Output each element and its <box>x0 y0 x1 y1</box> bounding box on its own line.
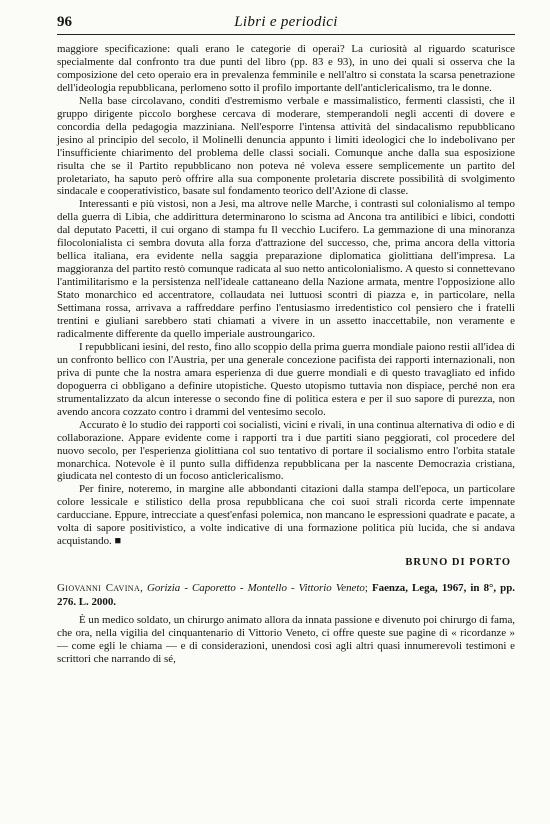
paragraph-colonialism: Interessanti e più vistosi, non a Jesi, ma altrove nelle Marche, i contrasti sul colonialismo al tempo della guerra di Libia, che addirittura determinarono lo scisma ad Ancona tra antilibici e libici, condotti dal deputato Pacetti, il cui organo di stampa fu Il vecchio Lucifero. La gemmazione di una minoranza filocolonialista ci sembra dovuta alla forza d'attrazione del successo, che, prima ancora della vittoria bellica italiana, era evidente nella saggia preparazione diplomatica giolittiana dell'impresa. La maggioranza del partito restò comunque radicata al suo netto anticolonialismo. A questo si connettevano l'antimilitarismo e la persistenza nell'ideale cattaneano della Nazione armata, mentre l'opposizione allo Stato monarchico ed accentratore, collaudata nei luttuosi scontri di piazza e, in particolare, nella Settimana rossa, arrivava a raffreddare perfino l'entusiasmo irredentistico col pensiero che i fratelli trentini e giuliani sarebbero stati chiamati a vivere in un assetto inaccettabile, non veramente e radicalmente differente da quello imperiale austroungarico. <box>57 198 515 340</box>
book-page <box>57 14 515 666</box>
paragraph-conclusion: Per finire, noteremo, in margine alle abbondanti citazioni dalla stampa dell'epoca, un particolare colore lessicale e stilistico della prosa repubblicana che coi suoi strali ricorda certe impennate carducciane. Eppure, intrecciate a quest'enfasi polemica, non mancano le espressioni quadrate e pacate, a volta di sapore positivistico, a volte indicative di una formazione politica più lucida, che si andava acquistando. ■ <box>57 483 515 548</box>
paragraph-class-tensions: Nella base circolavano, conditi d'estremismo verbale e massimalistico, fermenti classisti, che il gruppo dirigente piccolo borghese cercava di moderare, stemperandoli negli accenti di dovere e concordia della pedagogia mazziniana. Nell'esporre l'intensa attività del sindacalismo repubblicano jesino al principio del secolo, il Molinelli denuncia appunto i limiti ideologici che lo indebolivano per l'insufficiente chiarimento del problema delle classi sociali. Comunque anche dalla sua esposizione risulta che se il Partito repubblicano non poteva né voleva essere semplicemente un partito del proletariato, ha saputo però offrire alla sua componente proletaria discrete possibilità di svolgimento sindacale e cooperativistico, basate sul fondamento teorico dell'Azione di classe. <box>57 94 515 198</box>
page-header <box>57 14 515 32</box>
running-title: Libri e periodici <box>234 14 338 30</box>
page-number: 96 <box>57 14 72 30</box>
review-publication: Faenza, Lega, 1967, in 8°, pp. 276. L. 2000. <box>57 582 516 608</box>
reviewer-signature: BRUNO DI PORTO <box>405 557 511 569</box>
paragraph-continuation: maggiore specificazione: quali erano le categorie di operai? La curiosità al riguardo scaturisce specialmente dal confronto tra due punti del libro (pp. 83 e 93), in uno dei quali si osserva che la composizione del ceto operaio era in prevalenza femminile e nell'altro si constata la scarsa penetrazione dell'ideologia repubblicana, perlomeno sotto il profilo importante dell'anticlericalismo, tra le donne. <box>57 43 515 94</box>
review-title: Gorizia - Caporetto - Montello - Vittorio Veneto <box>146 582 365 595</box>
paragraph-pacifism: I repubblicani iesini, del resto, fino allo scoppio della prima guerra mondiale paiono restii all'idea di un confronto bellico con l'Austria, per una generale concezione pacifista dei rapporti internazionali, non priva di punte che la nostra amara esperienza di due guerre mondiali e di questo travagliato ed infido dopoguerra ci obbligano a definire utopistiche. Questo utopismo tuttavia non dispiace, perché non era strumentalizzato da alcun interesse o secondo fine di politica estera e per il suo sapore di purezza, non avendo ancora cozzato contro i drammi del ventesimo secolo. <box>57 340 515 418</box>
review-author: Giovanni Cavina <box>57 582 141 595</box>
review-citation: Giovanni Cavina, Gorizia - Caporetto - Montello - Vittorio Veneto; Faenza, Lega, 1967, in 8°, pp. 276. L. 2000. <box>57 582 516 608</box>
header-rule <box>57 34 515 35</box>
review-text: È un medico soldato, un chirurgo animato allora da innata passione e divenuto poi chirurgo di fama, che ora, nella vigilia del cinquantenario di Vittorio Veneto, ci offre queste sue pagine di « ricordanze » — come egli le chiama — e di considerazioni, unendosi così agli altri quasi innumerevoli testimoni e scrittori che narrando di sé, <box>57 613 515 665</box>
paragraph-socialists: Accurato è lo studio dei rapporti coi socialisti, vicini e rivali, in una continua alternativa di odio e di collaborazione. Appare evidente come i rapporti tra i due partiti siano peggiorati, col procedere del nuovo secolo, per l'esperienza giolittiana col suo tentativo di portare il socialismo entro l'orbita statale monarchica. Notevole è il punto sulla diffidenza repubblicana per la nascente Democrazia cristiana, giudicata nel contesto di un focoso anticlericalismo. <box>57 418 515 483</box>
